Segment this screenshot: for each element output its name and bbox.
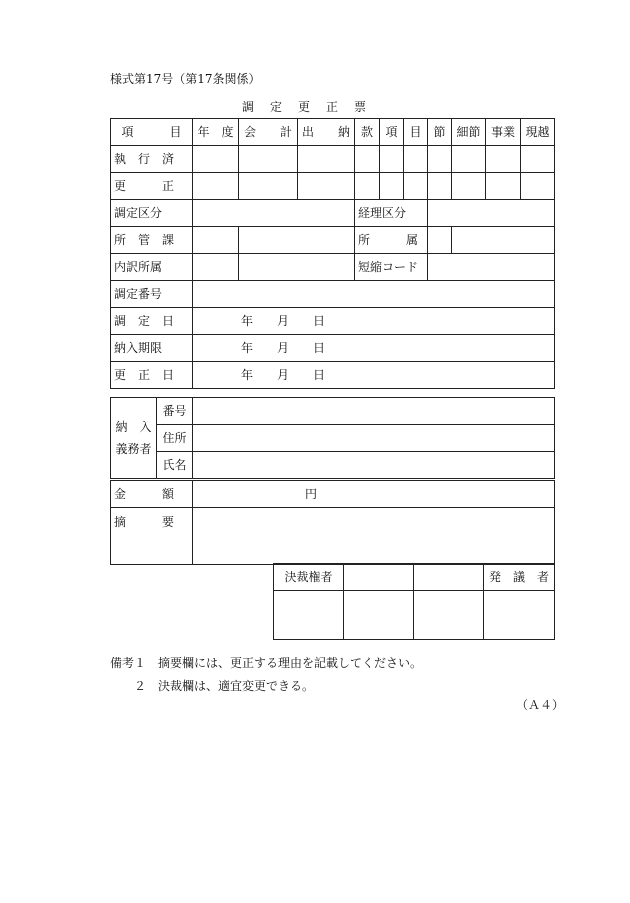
executed-kou-cell[interactable] (380, 146, 404, 173)
month-label: 月 (277, 341, 290, 355)
revised-moku-cell[interactable] (404, 173, 428, 200)
amount-label: 金 額 (111, 481, 193, 508)
payment-deadline-label: 納入期限 (111, 335, 193, 362)
obligor-number-label: 番号 (157, 398, 193, 425)
affiliation-label: 所 属 (355, 227, 428, 254)
revised-fiscal-year-cell[interactable] (193, 173, 239, 200)
obligor-name-field[interactable] (193, 452, 555, 479)
department-label: 所 管 課 (111, 227, 193, 254)
revision-date-field[interactable] (193, 362, 555, 389)
department-name-field[interactable] (239, 227, 355, 254)
affiliation-code-field[interactable] (428, 227, 452, 254)
department-row (111, 227, 555, 254)
amount-summary-table (110, 480, 555, 565)
header-expenditure: 出 納 (298, 119, 355, 146)
header-genetsu: 現越 (521, 119, 555, 146)
revised-row (111, 173, 555, 200)
year-label: 年 (241, 314, 254, 328)
seal-box-3[interactable] (414, 591, 484, 640)
amount-row (111, 481, 555, 508)
breakdown-name-field[interactable] (239, 254, 355, 281)
month-label: 月 (277, 314, 290, 328)
year-label: 年 (241, 341, 254, 355)
executed-kan-cell[interactable] (355, 146, 380, 173)
obligor-number-row (111, 398, 555, 425)
affiliation-name-field[interactable] (452, 227, 555, 254)
executed-jigyou-cell[interactable] (486, 146, 521, 173)
authority-seal-box[interactable] (274, 591, 344, 640)
obligor-address-field[interactable] (193, 425, 555, 452)
executed-genetsu-cell[interactable] (521, 146, 555, 173)
approval-sign-row (274, 591, 555, 640)
obligor-number-field[interactable] (193, 398, 555, 425)
accounting-category-field[interactable] (428, 200, 555, 227)
obligor-name-row (111, 452, 555, 479)
header-accounting: 会 計 (239, 119, 298, 146)
breakdown-code-field[interactable] (193, 254, 239, 281)
revised-setsu-cell[interactable] (428, 173, 452, 200)
executed-moku-cell[interactable] (404, 146, 428, 173)
executed-saisetsu-cell[interactable] (452, 146, 486, 173)
adjustment-date-label: 調 定 日 (111, 308, 193, 335)
revised-jigyou-cell[interactable] (486, 173, 521, 200)
yen-label: 円 (305, 487, 318, 501)
summary-label: 摘 要 (111, 508, 193, 565)
header-jigyou: 事業 (486, 119, 521, 146)
note-2: ２ 決裁欄は、適宜変更できる。 (110, 679, 315, 693)
adjustment-number-row (111, 281, 555, 308)
short-code-field[interactable] (428, 254, 555, 281)
header-fiscal-year: 年 度 (193, 119, 239, 146)
approval-header-blank-2 (414, 564, 484, 591)
approval-header-blank-1 (344, 564, 414, 591)
revision-date-row (111, 362, 555, 389)
obligor-table (110, 397, 555, 479)
obligor-address-label: 住所 (157, 425, 193, 452)
payment-deadline-row (111, 335, 555, 362)
revised-genetsu-cell[interactable] (521, 173, 555, 200)
breakdown-affiliation-label: 内訳所属 (111, 254, 193, 281)
approval-authority-label: 決裁権者 (274, 564, 344, 591)
revised-saisetsu-cell[interactable] (452, 173, 486, 200)
accounting-category-label: 経理区分 (355, 200, 428, 227)
executed-row (111, 146, 555, 173)
seal-box-2[interactable] (344, 591, 414, 640)
revised-accounting-cell[interactable] (239, 173, 298, 200)
obligor-label (111, 398, 157, 479)
summary-field[interactable] (193, 508, 555, 565)
revised-label: 更 正 (111, 173, 193, 200)
adjustment-number-label: 調定番号 (111, 281, 193, 308)
approval-header-row (274, 564, 555, 591)
summary-row (111, 508, 555, 565)
revised-expenditure-cell[interactable] (298, 173, 355, 200)
header-kan: 款 (355, 119, 380, 146)
header-item: 項 目 (111, 119, 193, 146)
adjustment-category-field[interactable] (193, 200, 355, 227)
day-label: 日 (313, 314, 326, 328)
adjustment-category-label: 調定区分 (111, 200, 193, 227)
executed-accounting-cell[interactable] (239, 146, 298, 173)
category-row (111, 200, 555, 227)
obligor-name-label: 氏名 (157, 452, 193, 479)
revision-date-label: 更 正 日 (111, 362, 193, 389)
amount-field[interactable] (193, 481, 555, 508)
breakdown-row (111, 254, 555, 281)
department-code-field[interactable] (193, 227, 239, 254)
paper-size-label: （Ａ４） (516, 698, 565, 712)
proposer-label: 発 議 者 (484, 564, 555, 591)
adjustment-revision-table (110, 118, 555, 389)
month-label: 月 (277, 368, 290, 382)
form-title: 調 定 更 正 票 (242, 100, 369, 114)
executed-label: 執 行 済 (111, 146, 193, 173)
form-number: 様式第17号（第17条関係） (110, 72, 261, 86)
header-moku: 目 (404, 119, 428, 146)
header-setsu: 節 (428, 119, 452, 146)
adjustment-date-field[interactable] (193, 308, 555, 335)
header-saisetsu: 細節 (452, 119, 486, 146)
note-1: 備考１ 摘要欄には、更正する理由を記載してください。 (110, 656, 423, 670)
obligor-label-line1: 納 入 (115, 420, 152, 434)
proposer-seal-box[interactable] (484, 591, 555, 640)
header-row (111, 119, 555, 146)
revised-kan-cell[interactable] (355, 173, 380, 200)
obligor-label-line2: 義務者 (115, 442, 152, 456)
day-label: 日 (313, 341, 326, 355)
adjustment-number-field[interactable] (193, 281, 555, 308)
year-label: 年 (241, 368, 254, 382)
revised-kou-cell[interactable] (380, 173, 404, 200)
executed-fiscal-year-cell[interactable] (193, 146, 239, 173)
day-label: 日 (313, 368, 326, 382)
obligor-address-row (111, 425, 555, 452)
header-kou: 項 (380, 119, 404, 146)
executed-expenditure-cell[interactable] (298, 146, 355, 173)
short-code-label: 短縮コード (355, 254, 428, 281)
approval-table (273, 563, 555, 640)
adjustment-date-row (111, 308, 555, 335)
executed-setsu-cell[interactable] (428, 146, 452, 173)
payment-deadline-field[interactable] (193, 335, 555, 362)
